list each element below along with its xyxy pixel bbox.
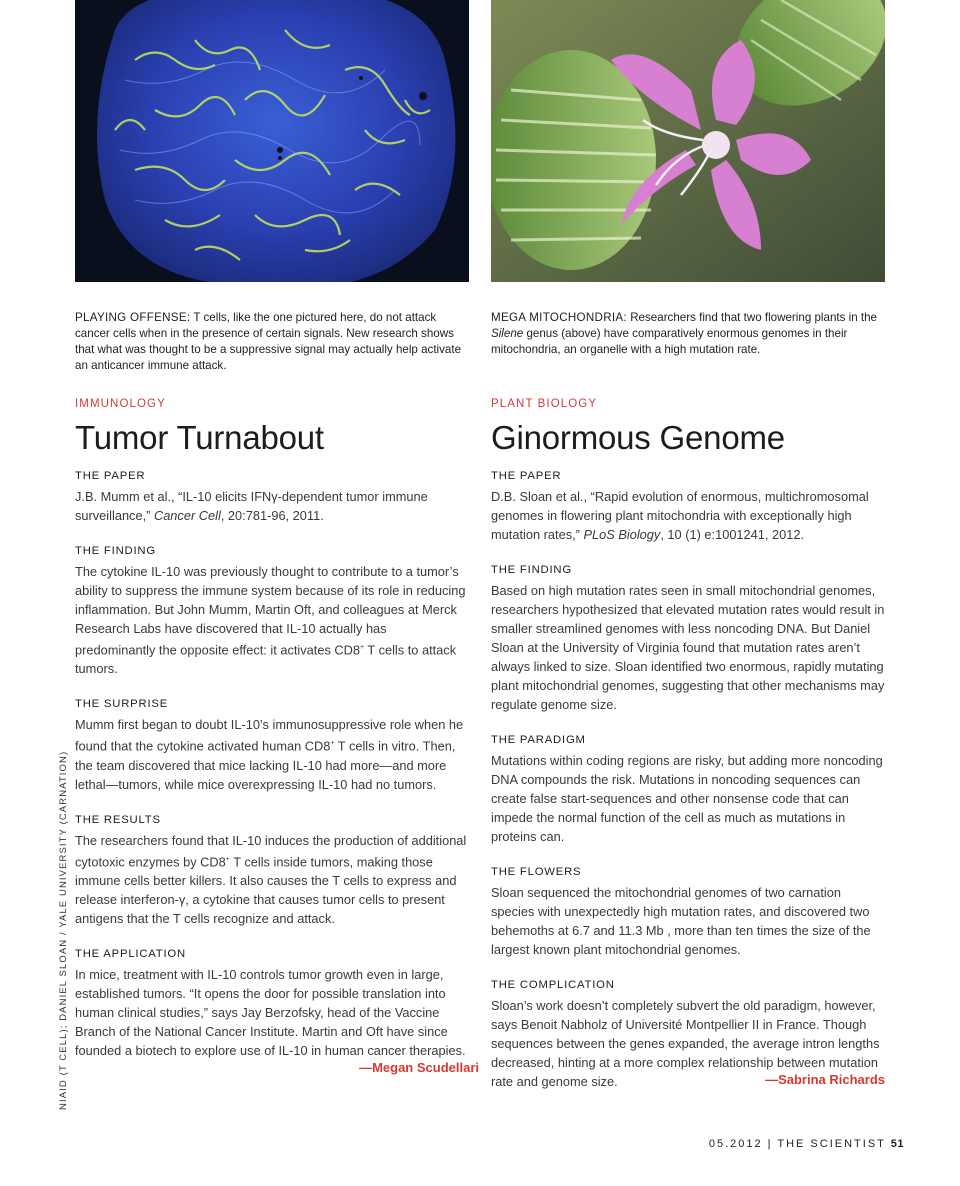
section-label-plant-biology: PLANT BIOLOGY	[491, 398, 598, 410]
headline-tumor-turnabout: Tumor Turnabout	[75, 419, 324, 456]
finding-heading: THE FINDING	[491, 564, 572, 576]
results-body: The researchers found that IL-10 induces the production of additional cytotoxic enzymes by CD8+ T cells inside tumors, making those immune cells better killers. It also causes the T cells to express and release interferon-γ, a cytokine that causes tumor cells to present antigens that the T cells recognize and attack.	[75, 832, 467, 926]
results-block	[75, 812, 469, 928]
complication-heading: THE COMPLICATION	[491, 979, 615, 991]
citation-details: , 20:781-96, 2011.	[220, 508, 324, 523]
caption-text: T cells, like the one pictured here, do not attack cancer cells when in the presence of certain signals. New research shows that what was thought to be a suppressive signal may actually help activate an anticancer immune attack.	[75, 311, 462, 372]
flowers-body: Sloan sequenced the mitochondrial genomes of two carnation species with unexpectedly high mutation rates, and discovered two behemoths at 6.7 and 11.3 Mb , more than ten times the size of the largest known plant mitochondrial genomes.	[491, 885, 871, 957]
left-article	[75, 310, 479, 1093]
application-block	[75, 946, 479, 1075]
footer-issue: 05.2012 | THE SCIENTIST	[708, 1138, 886, 1150]
complication-block	[491, 977, 885, 1091]
page-number: 51	[890, 1138, 904, 1150]
paradigm-body: Mutations within coding regions are risky, but adding more noncoding DNA compounds the risk. Mutations in noncoding sequences can create false start-sequences and other nonsense code that can impede the normal function of the cell as much as mutations in proteins can.	[491, 753, 883, 844]
surprise-body: Mumm first began to doubt IL-10’s immunosuppressive role when he found that the cytokine activated human CD8+ T cells in vitro. Then, the team discovered that mice lacking IL-10 had more—and more lethal—tumors, while mice overexpressing IL-10 had no tumors.	[75, 717, 464, 792]
paper-heading: THE PAPER	[491, 470, 562, 482]
section-label-immunology: IMMUNOLOGY	[75, 398, 166, 410]
surprise-heading: THE SURPRISE	[75, 698, 169, 711]
photo-credit: NIAID (T CELL); DANIEL SLOAN / YALE UNIVERSITY (CARNATION)	[58, 750, 69, 1110]
caption-heading: MEGA MITOCHONDRIA:	[491, 311, 627, 324]
right-photo-caption: MEGA MITOCHONDRIA: Researchers find that two flowering plants in the Silene genus (above) have comparatively enormous genomes in their mitochondria, an organelle with a high mutation rate.	[491, 311, 878, 356]
headline-ginormous-genome: Ginormous Genome	[491, 419, 785, 456]
right-article	[491, 310, 885, 1109]
finding-block	[491, 562, 885, 714]
finding-heading: THE FINDING	[75, 545, 156, 557]
flowers-block	[491, 864, 885, 959]
byline-sabrina-richards: —Sabrina Richards	[765, 1072, 885, 1087]
paper-heading: THE PAPER	[75, 470, 146, 482]
caption-genus: Silene	[491, 327, 524, 340]
paper-citation	[491, 487, 885, 544]
application-heading: THE APPLICATION	[75, 947, 186, 960]
page-footer	[709, 1138, 904, 1150]
caption-heading: PLAYING OFFENSE:	[75, 311, 191, 324]
results-heading: THE RESULTS	[75, 813, 161, 826]
citation-authors-title: J.B. Mumm et al., “IL-10 elicits IFNγ-dependent tumor immune surveillance,”	[75, 489, 428, 523]
paradigm-block	[491, 732, 885, 846]
paper-block	[491, 468, 885, 544]
citation-authors-title: D.B. Sloan et al., “Rapid evolution of enormous, multichromosomal genomes in flowering plant mitochondria with exceptionally high mutation rates,”	[491, 489, 869, 542]
complication-body: Sloan’s work doesn’t completely subvert the old paradigm, however, says Benoit Nabholz of Université Montpellier II in France. Though sequences between the genes expanded, the average intron lengths decreased, hinting at a more complex relationship between mutation rate and genome size.	[491, 998, 880, 1089]
citation-details: , 10 (1) e:1001241, 2012.	[660, 527, 805, 542]
surprise-block	[75, 696, 469, 793]
byline-megan-scudellari: —Megan Scudellari	[359, 1059, 479, 1075]
application-body: In mice, treatment with IL-10 controls tumor growth even in large, established tumors. “It opens the door for possible translation into human clinical studies,” says Jay Berzofsky, head of the Vaccine Branch of the National Cancer Institute. Martin and Oft have since founded a biotech to explore use of IL-10 in human cancer therapies.	[75, 966, 466, 1058]
paper-citation	[75, 487, 469, 525]
t-cell-photo	[75, 0, 469, 282]
finding-body: Based on high mutation rates seen in small mitochondrial genomes, researchers hypothesized that elevated mutation rates would result in smaller streamlined genomes with less noncoding DNA. But Daniel Sloan at the University of Virginia found that mutation rates aren’t always linked to size. Sloan identified two enormous, rapidly mutating plant mitochondrial genomes, suggesting that other mechanisms may regulate genome size.	[491, 583, 885, 712]
finding-block	[75, 543, 469, 678]
paradigm-heading: THE PARADIGM	[491, 734, 586, 746]
flowers-heading: THE FLOWERS	[491, 866, 582, 878]
citation-journal: Cancer Cell	[153, 508, 221, 523]
citation-journal: PLoS Biology	[583, 527, 661, 542]
left-photo-caption	[75, 310, 469, 374]
paper-block	[75, 468, 469, 525]
carnation-photo	[491, 0, 885, 282]
finding-body: The cytokine IL-10 was previously thought to contribute to a tumor’s ability to suppress the immune system because of its role in reducing inflammation. But John Mumm, Martin Oft, and colleagues at Merck Research Labs have discovered that IL-10 actually has predominantly the opposite effect: it activates CD8+ T cells to attack tumors.	[75, 564, 466, 677]
